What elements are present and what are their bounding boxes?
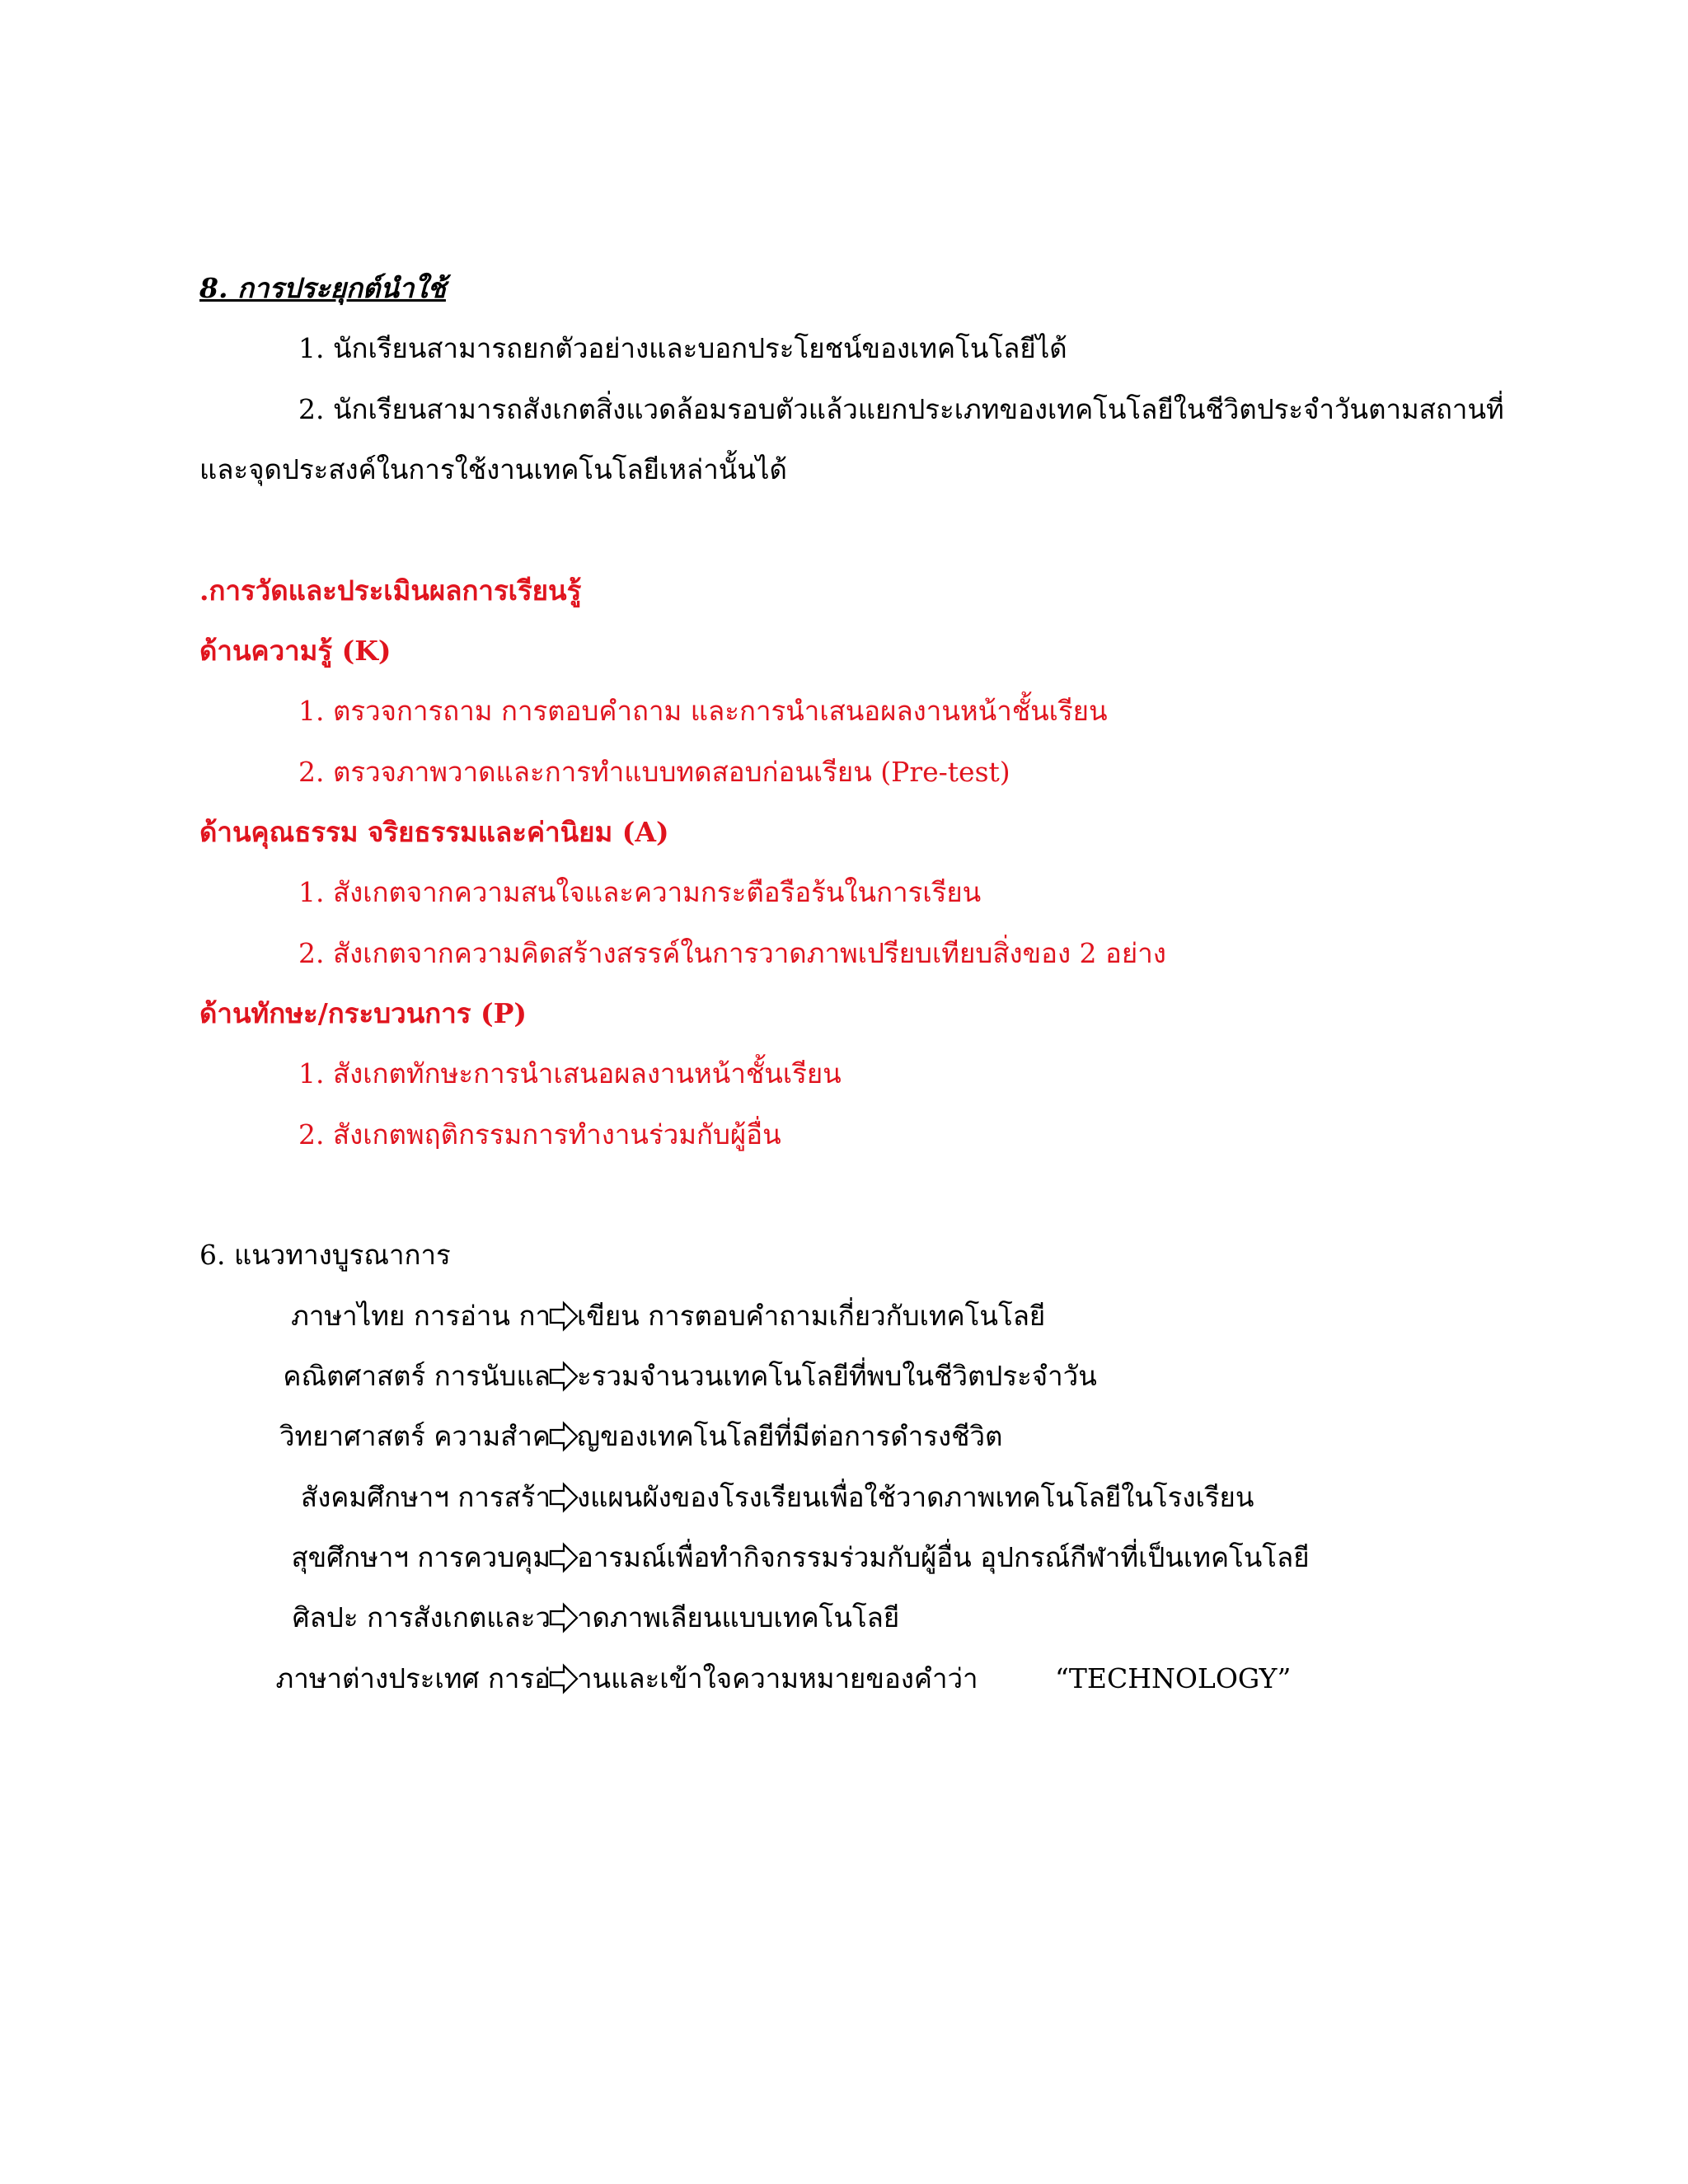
arrow-right-icon (547, 1300, 580, 1333)
arrow-right-icon (547, 1662, 580, 1695)
integration-item-2-end: ะรวมจำนวนเทคโนโลยีที่พบในชีวิตประจำวัน (577, 1360, 1097, 1392)
knowledge-item-1: 1. ตรวจการถาม การตอบคำถาม และการนำเสนอผลงานหน้าชั้นเรียน (298, 695, 1108, 727)
integration-item-2-start: คณิตศาสตร์ การนับแล (283, 1360, 551, 1392)
integration-item-3-end: ญของเทคโนโลยีที่มีต่อการดำรงชีวิต (577, 1420, 1003, 1452)
arrow-right-icon (547, 1541, 580, 1574)
integration-item-6-end: าดภาพเลียนแบบเทคโนโลยี (577, 1601, 900, 1633)
assessment-heading: .การวัดและประเมินผลการเรียนรู้ (199, 574, 582, 607)
application-heading: 8. การประยุกต์นำใช้ (199, 272, 446, 304)
knowledge-heading: ด้านความรู้ (K) (199, 635, 392, 667)
arrow-right-icon (547, 1360, 580, 1393)
integration-item-1-end: เขียน การตอบคำถามเกี่ยวกับเทคโนโลยี (577, 1300, 1046, 1332)
application-item-2-continuation: และจุดประสงค์ในการใช้งานเทคโนโลยีเหล่านั้นได้ (199, 453, 787, 485)
integration-item-4-end: งแผนผังของโรงเรียนเพื่อใช้วาดภาพเทคโนโลยีในโรงเรียน (577, 1481, 1254, 1513)
process-item-1: 1. สังเกตทักษะการนำเสนอผลงานหน้าชั้นเรียน (298, 1057, 842, 1090)
application-item-1: 1. นักเรียนสามารถยกตัวอย่างและบอกประโยชน์ของเทคโนโลยีได้ (298, 332, 1067, 364)
integration-item-7-term: “TECHNOLOGY” (1055, 1662, 1292, 1694)
integration-item-7-end: านและเข้าใจความหมายของคำว่า (577, 1662, 978, 1694)
arrow-right-icon (547, 1601, 580, 1634)
attitude-item-2: 2. สังเกตจากความคิดสร้างสรรค์ในการวาดภาพเปรียบเทียบสิ่งของ 2 อย่าง (298, 937, 1166, 969)
knowledge-item-2: 2. ตรวจภาพวาดและการทำแบบทดสอบก่อนเรียน (Pre-test) (298, 756, 1010, 788)
arrow-right-icon (547, 1481, 580, 1514)
attitude-item-1: 1. สังเกตจากความสนใจและความกระตือรือร้นในการเรียน (298, 876, 982, 908)
integration-item-5-end: อารมณ์เพื่อทำกิจกรรมร่วมกับผู้อื่น อุปกรณ์กีฬาที่เป็นเทคโนโลยี (577, 1541, 1310, 1573)
integration-item-6-start: ศิลปะ การสังเกตและว (292, 1601, 551, 1633)
process-heading: ด้านทักษะ/กระบวนการ (P) (199, 997, 528, 1029)
integration-item-5-start: สุขศึกษาฯ การควบคุม (291, 1541, 551, 1573)
application-item-2: 2. นักเรียนสามารถสังเกตสิ่งแวดล้อมรอบตัวแล้วแยกประเภทของเทคโนโลยีในชีวิตประจำวันตามสถานที่ (298, 393, 1504, 425)
integration-item-1-start: ภาษาไทย การอ่าน กา (291, 1300, 551, 1332)
integration-heading: 6. แนวทางบูรณาการ (199, 1239, 451, 1271)
integration-item-7-start: ภาษาต่างประเทศ การอ่ (275, 1662, 551, 1694)
integration-item-3-start: วิทยาศาสตร์ ความสำค (279, 1420, 551, 1452)
process-item-2: 2. สังเกตพฤติกรรมการทำงานร่วมกับผู้อื่น (298, 1118, 781, 1151)
arrow-right-icon (547, 1420, 580, 1453)
attitude-heading: ด้านคุณธรรม จริยธรรมและค่านิยม (A) (199, 816, 669, 848)
integration-item-4-start: สังคมศึกษาฯ การสร้า (301, 1481, 551, 1513)
